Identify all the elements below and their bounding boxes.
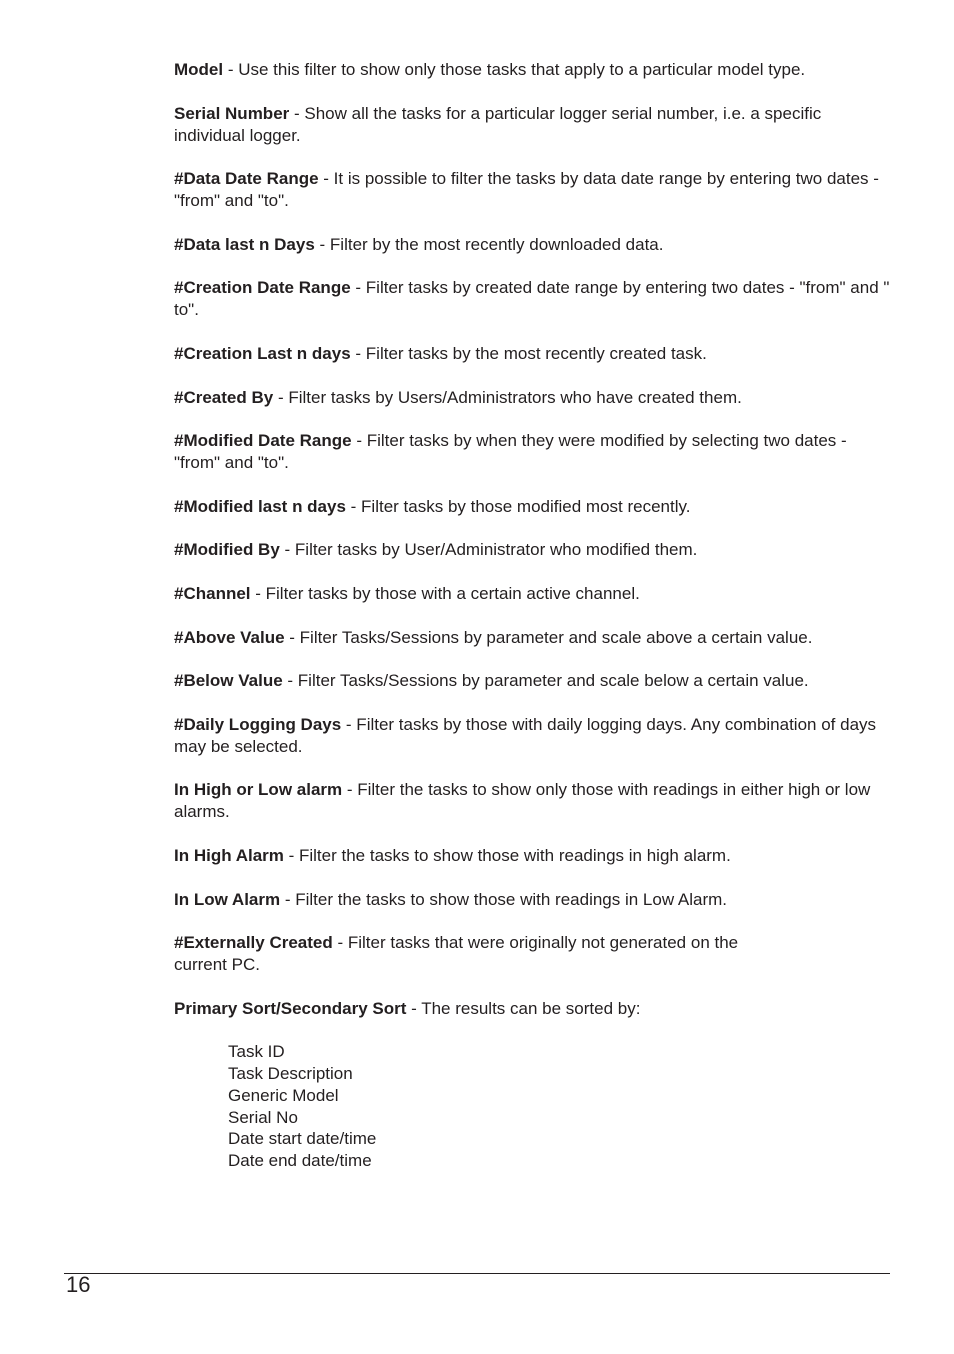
- filter-entry-data-last-n-days: [174, 234, 890, 256]
- sort-option: Task ID: [228, 1042, 285, 1062]
- sort-options-list: [174, 1041, 890, 1172]
- entry-description: - Filter the tasks to show those with readings in high alarm.: [283, 845, 731, 865]
- entry-term: Model: [174, 60, 224, 79]
- filter-entry-below-value: [174, 670, 890, 692]
- sort-option: Date end date/time: [228, 1151, 372, 1171]
- filter-entry-modified-last-n-days: [174, 496, 890, 518]
- entry-term: #Channel: [174, 583, 251, 603]
- entry-description-line-2: current PC.: [174, 955, 260, 975]
- footer-divider: [64, 1273, 890, 1274]
- entry-description: - Filter tasks by those with a certain active channel.: [250, 583, 640, 603]
- entry-term: #Externally Created: [174, 933, 333, 953]
- entry-description: - Filter tasks by the most recently created task.: [350, 343, 707, 363]
- filter-entry-daily-logging-days: [174, 714, 890, 758]
- entry-description: - The results can be sorted by:: [406, 998, 641, 1018]
- entry-term: #Data Date Range: [174, 169, 319, 189]
- filter-entry-created-by: [174, 387, 890, 409]
- filter-entry-externally-created: [174, 932, 890, 976]
- filter-entry-data-date-range: [174, 168, 890, 212]
- entry-term: #Modified last n days: [174, 496, 346, 516]
- entry-term: In Low Alarm: [174, 889, 281, 909]
- filter-entry-modified-date-range: [174, 430, 890, 474]
- entry-term: Serial Number: [174, 103, 290, 123]
- entry-term: #Daily Logging Days: [174, 714, 342, 734]
- entry-description: - Use this filter to show only those tasks that apply to a particular model type.: [223, 60, 806, 79]
- entry-term: #Data last n Days: [174, 234, 315, 254]
- filter-entry-low-alarm: [174, 889, 890, 911]
- entry-term: #Modified By: [174, 540, 280, 560]
- entry-term: #Above Value: [174, 627, 285, 647]
- filter-entry-serial-number: [174, 103, 890, 147]
- entry-description: - Filter the tasks to show only those with readings in either high or low alarms.: [174, 780, 871, 822]
- entry-term: #Below Value: [174, 671, 283, 691]
- entry-term: #Creation Date Range: [174, 278, 351, 298]
- filter-entry-creation-last-n-days: [174, 343, 890, 365]
- entry-description: - Filter tasks by when they were modified by selecting two dates - "from" and "to".: [174, 431, 847, 473]
- filter-entry-model: [174, 59, 890, 81]
- entry-term: Primary Sort/Secondary Sort: [174, 998, 407, 1018]
- entry-description: - Filter tasks by those modified most recently.: [345, 496, 691, 516]
- filter-entry-creation-date-range: [174, 277, 890, 321]
- entry-description: - It is possible to filter the tasks by data date range by entering two dates - "from" and "to".: [174, 169, 879, 211]
- entry-description: - Show all the tasks for a particular logger serial number, i.e. a specific individual logger.: [174, 103, 822, 145]
- entry-description: - Filter tasks by Users/Administrators who have created them.: [273, 387, 742, 407]
- filter-entry-high-or-low-alarm: [174, 779, 890, 823]
- entry-description: - Filter Tasks/Sessions by parameter and scale above a certain value.: [284, 627, 813, 647]
- entry-term: #Modified Date Range: [174, 431, 352, 451]
- page-content: [174, 59, 890, 1172]
- sort-entry: [174, 998, 890, 1020]
- entry-description: - Filter tasks that were originally not generated on the: [332, 933, 739, 953]
- entry-description: - Filter Tasks/Sessions by parameter and scale below a certain value.: [282, 671, 809, 691]
- entry-description: - Filter the tasks to show those with readings in Low Alarm.: [280, 889, 728, 909]
- entry-description: - Filter tasks by those with daily logging days. Any combination of days may be selected.: [174, 714, 877, 756]
- sort-option: Task Description: [228, 1064, 353, 1084]
- filter-entry-above-value: [174, 627, 890, 649]
- sort-option: Date start date/time: [228, 1129, 377, 1149]
- entry-description: - Filter tasks by User/Administrator who modified them.: [279, 540, 698, 560]
- entry-description: - Filter tasks by created date range by entering two dates - "from" and " to".: [174, 278, 890, 320]
- sort-option: Serial No: [228, 1107, 298, 1127]
- entry-description: - Filter by the most recently downloaded data.: [314, 234, 664, 254]
- filter-entry-modified-by: [174, 539, 890, 561]
- entry-term: In High Alarm: [174, 845, 284, 865]
- entry-term: In High or Low alarm: [174, 780, 343, 800]
- entry-term: #Created By: [174, 387, 274, 407]
- filter-entry-high-alarm: [174, 845, 890, 867]
- sort-option: Generic Model: [228, 1085, 339, 1105]
- filter-entry-channel: [174, 583, 890, 605]
- entry-term: #Creation Last n days: [174, 343, 351, 363]
- page-number: 16: [66, 1272, 91, 1297]
